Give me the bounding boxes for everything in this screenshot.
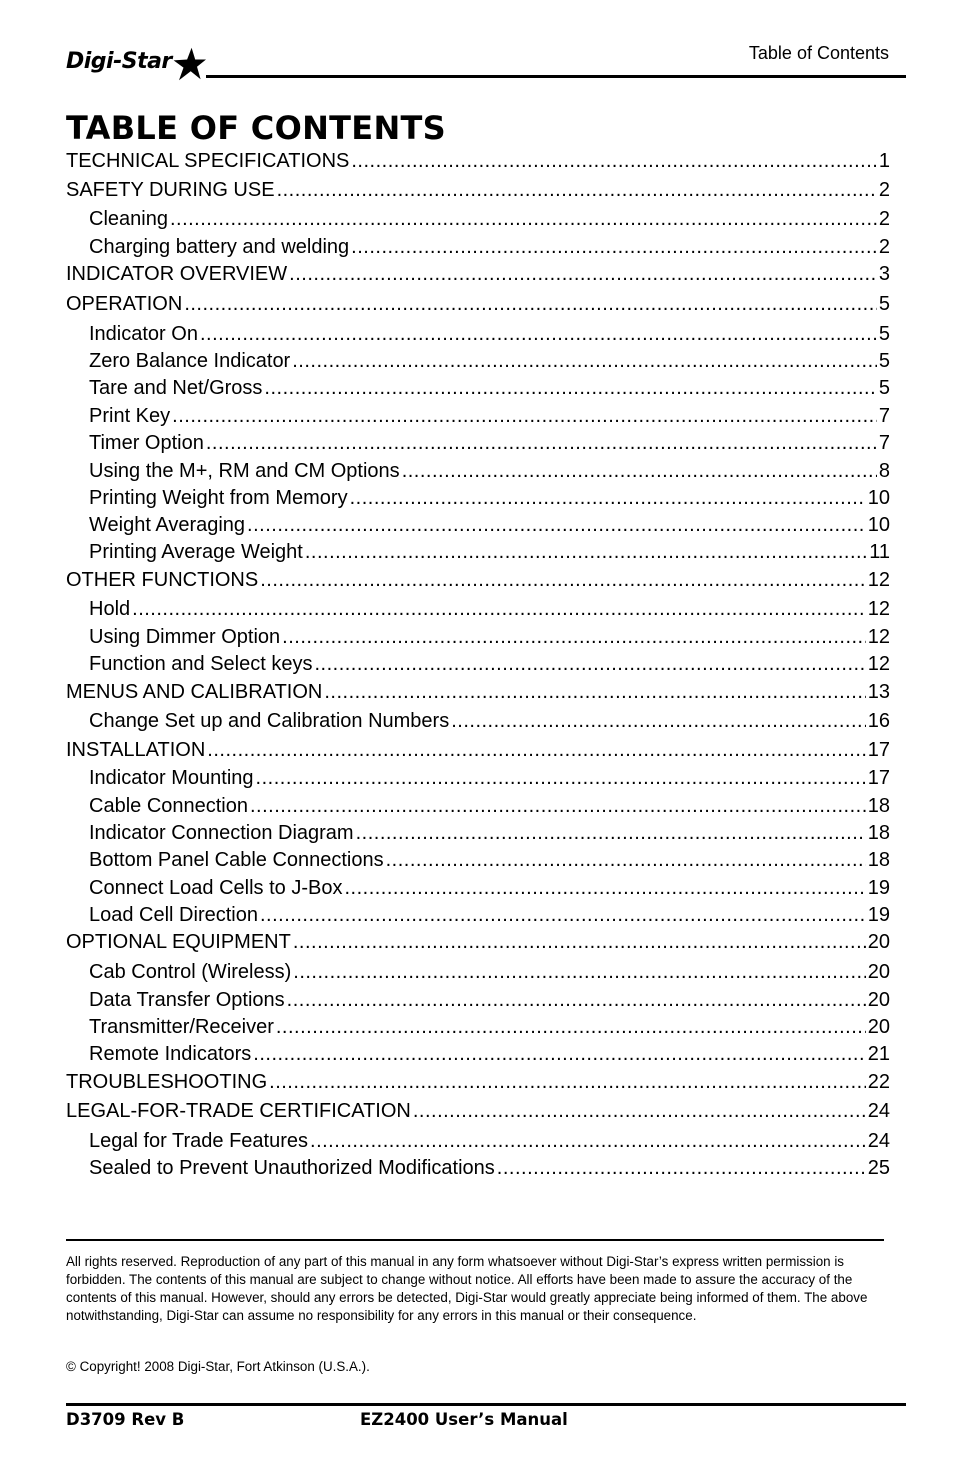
toc-leader	[289, 263, 877, 286]
toc-leader	[305, 541, 867, 564]
toc-leader	[293, 961, 865, 984]
toc-entry[interactable]	[89, 236, 890, 259]
toc-entry-page: 18	[867, 795, 890, 817]
toc-entry[interactable]	[89, 795, 890, 818]
footer-rule	[66, 1403, 906, 1406]
toc-entry-page: 10	[867, 514, 890, 536]
toc-entry-label: Weight Averaging	[89, 514, 246, 536]
toc-entry-label: INDICATOR OVERVIEW	[66, 263, 288, 285]
toc-entry-page: 24	[867, 1100, 890, 1122]
toc-entry-page: 12	[867, 569, 890, 591]
toc-entry-page: 5	[878, 377, 890, 399]
page-header	[66, 38, 906, 82]
toc-entry-label: Hold	[89, 598, 131, 620]
toc-entry-label: Transmitter/Receiver	[89, 1016, 274, 1038]
toc-entry[interactable]	[66, 293, 890, 316]
toc-entry-page: 2	[878, 236, 890, 258]
toc-entry-page: 10	[867, 487, 890, 509]
header-rule	[206, 75, 906, 78]
toc-entry-label: Using the M+, RM and CM Options	[89, 460, 400, 482]
toc-entry-label: Printing Weight from Memory	[89, 487, 348, 509]
toc-leader	[172, 405, 877, 428]
toc-leader	[256, 767, 866, 790]
toc-entry[interactable]	[89, 653, 890, 676]
toc-entry-page: 25	[867, 1157, 890, 1179]
toc-entry-page: 5	[878, 350, 890, 372]
toc-leader	[170, 208, 877, 231]
toc-entry[interactable]	[89, 849, 890, 872]
toc-entry-page: 12	[867, 653, 890, 675]
toc-entry-page: 7	[878, 432, 890, 454]
toc-entry[interactable]	[66, 150, 890, 173]
toc-entry[interactable]	[66, 931, 890, 954]
toc-entry[interactable]	[89, 432, 890, 455]
toc-entry-page: 18	[867, 849, 890, 871]
toc-entry-label: TECHNICAL SPECIFICATIONS	[66, 150, 350, 172]
toc-entry-label: Indicator On	[89, 323, 198, 345]
toc-entry-label: SAFETY DURING USE	[66, 179, 275, 201]
toc-leader	[351, 150, 877, 173]
toc-leader	[402, 460, 877, 483]
toc-entry-page: 7	[878, 405, 890, 427]
page-title: TABLE OF CONTENTS	[66, 109, 447, 147]
toc-leader	[132, 598, 866, 621]
toc-entry-label: OTHER FUNCTIONS	[66, 569, 259, 591]
toc-entry-page: 21	[867, 1043, 890, 1065]
toc-leader	[497, 1157, 866, 1180]
toc-entry-page: 17	[867, 739, 890, 761]
toc-entry-page: 19	[867, 877, 890, 899]
toc-entry[interactable]	[66, 681, 890, 704]
toc-entry[interactable]	[89, 541, 890, 564]
toc-entry-label: Connect Load Cells to J-Box	[89, 877, 343, 899]
toc-leader	[324, 681, 865, 704]
footer-divider	[66, 1239, 884, 1241]
toc-leader	[277, 179, 877, 202]
toc-entry-page: 12	[867, 626, 890, 648]
toc-entry[interactable]	[89, 377, 890, 400]
document-id: D3709 Rev B	[66, 1410, 185, 1429]
toc-entry-label: MENUS AND CALIBRATION	[66, 681, 323, 703]
toc-entry-page: 18	[867, 822, 890, 844]
toc-entry[interactable]	[89, 904, 890, 927]
toc-entry[interactable]	[89, 626, 890, 649]
toc-entry-page: 3	[878, 263, 890, 285]
toc-entry-page: 17	[867, 767, 890, 789]
toc-entry-label: TROUBLESHOOTING	[66, 1071, 268, 1093]
rights-notice: All rights reserved. Reproduction of any part of this manual in any form whatsoever without Digi-Star’s express written permission is forbidden. The contents of this manual are subject to change without notice. All efforts have been made to assure the accuracy of the contents of this manual. However, should any errors be detected, Digi-Star would greatly appreciate being informed of them. The above notwithstanding, Digi-Star can assume no responsibility for any errors in this manual or their consequence.	[66, 1254, 868, 1323]
copyright-notice: © Copyright! 2008 Digi-Star, Fort Atkinson (U.S.A.).	[66, 1359, 370, 1374]
toc-entry-label: Function and Select keys	[89, 653, 313, 675]
toc-leader	[282, 626, 866, 649]
toc-entry-label: LEGAL-FOR-TRADE CERTIFICATION	[66, 1100, 411, 1122]
toc-entry-page: 20	[867, 931, 890, 953]
toc-entry[interactable]	[89, 1043, 890, 1066]
toc-entry-label: Change Set up and Calibration Numbers	[89, 710, 450, 732]
toc-leader	[287, 989, 866, 1012]
toc-entry[interactable]	[89, 822, 890, 845]
toc-entry[interactable]	[66, 1071, 890, 1094]
toc-entry-page: 1	[878, 150, 890, 172]
toc-leader	[413, 1100, 866, 1123]
toc-entry[interactable]	[89, 350, 890, 373]
toc-entry-page: 2	[878, 179, 890, 201]
toc-entry-page: 11	[869, 541, 890, 563]
toc-entry-page: 5	[878, 323, 890, 345]
toc-leader	[260, 904, 866, 927]
toc-entry[interactable]	[89, 1157, 890, 1180]
toc-entry-label: INSTALLATION	[66, 739, 206, 761]
toc-entry[interactable]	[89, 208, 890, 231]
digi-star-logo	[66, 46, 206, 76]
toc-entry[interactable]	[66, 179, 890, 202]
logo-text: Digi-Star	[66, 49, 172, 74]
toc-entry-page: 20	[867, 1016, 890, 1038]
toc-leader	[206, 432, 877, 455]
toc-entry[interactable]	[89, 961, 890, 984]
toc-entry-page: 5	[878, 293, 890, 315]
toc-entry[interactable]	[66, 739, 890, 762]
toc-leader	[264, 377, 876, 400]
toc-entry-label: Data Transfer Options	[89, 989, 285, 1011]
toc-entry-label: Print Key	[89, 405, 171, 427]
toc-leader	[250, 795, 866, 818]
toc-entry-page: 16	[867, 710, 890, 732]
toc-entry[interactable]	[89, 487, 890, 510]
toc-entry[interactable]	[66, 1100, 890, 1123]
toc-leader	[260, 569, 866, 592]
toc-entry-page: 2	[878, 208, 890, 230]
star-icon	[170, 46, 206, 82]
toc-entry-label: Using Dimmer Option	[89, 626, 281, 648]
toc-entry-label: OPTIONAL EQUIPMENT	[66, 931, 291, 953]
toc-leader	[314, 653, 865, 676]
toc-entry-label: Cleaning	[89, 208, 168, 230]
toc-entry[interactable]	[89, 877, 890, 900]
header-section-title: Table of Contents	[748, 43, 889, 63]
toc-entry-label: Bottom Panel Cable Connections	[89, 849, 384, 871]
toc-entry[interactable]	[89, 598, 890, 621]
toc-leader	[344, 877, 865, 900]
toc-entry-label: Cable Connection	[89, 795, 248, 817]
toc-leader	[247, 514, 866, 537]
toc-entry-label: Timer Option	[89, 432, 204, 454]
toc-entry-label: Tare and Net/Gross	[89, 377, 263, 399]
toc-leader	[451, 710, 866, 733]
toc-entry-page: 20	[867, 961, 890, 983]
toc-leader	[200, 323, 877, 346]
toc-leader	[350, 487, 866, 510]
toc-leader	[292, 350, 877, 373]
toc-entry-page: 20	[867, 989, 890, 1011]
toc-entry[interactable]	[66, 263, 890, 286]
toc-entry[interactable]	[89, 767, 890, 790]
toc-entry-page: 13	[867, 681, 890, 703]
toc-entry-page: 19	[867, 904, 890, 926]
toc-leader	[293, 931, 866, 954]
toc-leader	[386, 849, 866, 872]
toc-entry[interactable]	[66, 569, 890, 592]
toc-entry[interactable]	[89, 405, 890, 428]
toc-entry-label: Cab Control (Wireless)	[89, 961, 292, 983]
toc-leader	[356, 822, 866, 845]
toc-entry-label: Zero Balance Indicator	[89, 350, 291, 372]
toc-entry-label: OPERATION	[66, 293, 183, 315]
toc-entry[interactable]	[89, 323, 890, 346]
toc-entry-page: 24	[867, 1130, 890, 1152]
toc-leader	[184, 293, 877, 316]
toc-entry-label: Legal for Trade Features	[89, 1130, 309, 1152]
toc-entry-label: Indicator Mounting	[89, 767, 254, 789]
toc-leader	[276, 1016, 866, 1039]
toc-entry-page: 22	[867, 1071, 890, 1093]
toc-entry-label: Indicator Connection Diagram	[89, 822, 354, 844]
toc-leader	[310, 1130, 866, 1153]
toc-leader	[269, 1071, 866, 1094]
document-title: EZ2400 User’s Manual	[360, 1410, 568, 1429]
toc-entry-label: Sealed to Prevent Unauthorized Modifications	[89, 1157, 495, 1179]
toc-entry-page: 12	[867, 598, 890, 620]
toc-entry[interactable]	[89, 989, 890, 1012]
toc-entry[interactable]	[89, 460, 890, 483]
toc-entry-label: Charging battery and welding	[89, 236, 350, 258]
toc-entry-label: Printing Average Weight	[89, 541, 303, 563]
toc-entry-label: Remote Indicators	[89, 1043, 252, 1065]
toc-entry[interactable]	[89, 514, 890, 537]
toc-entry[interactable]	[89, 710, 890, 733]
toc-leader	[253, 1043, 865, 1066]
toc-entry-page: 8	[878, 460, 890, 482]
toc-entry[interactable]	[89, 1130, 890, 1153]
toc-entry[interactable]	[89, 1016, 890, 1039]
toc-leader	[351, 236, 877, 259]
toc-entry-label: Load Cell Direction	[89, 904, 258, 926]
toc-leader	[207, 739, 865, 762]
